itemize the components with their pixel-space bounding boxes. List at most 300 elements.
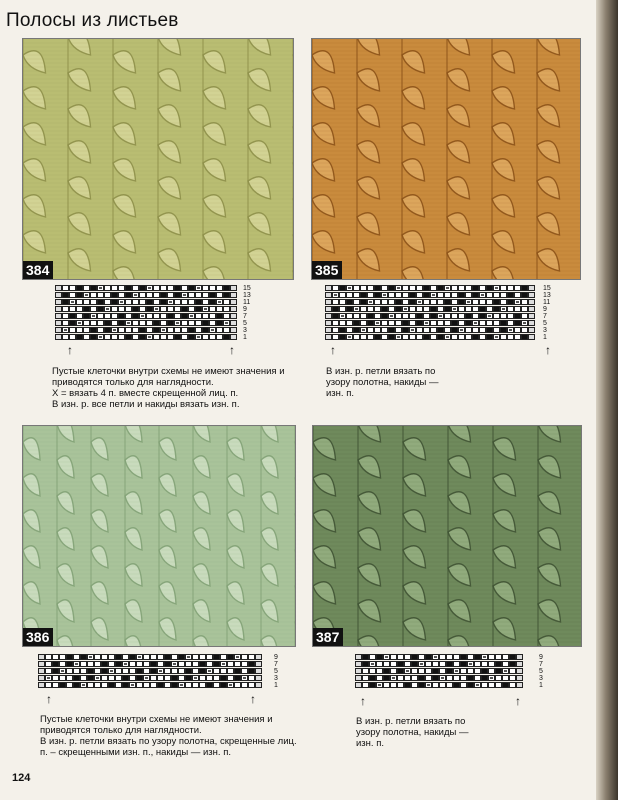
chart-cell bbox=[325, 327, 332, 333]
chart-cell bbox=[181, 285, 188, 291]
chart-cell bbox=[241, 682, 248, 688]
chart-cell bbox=[97, 306, 104, 312]
chart-cell bbox=[174, 327, 181, 333]
chart-cell bbox=[202, 327, 209, 333]
chart-cell bbox=[122, 682, 129, 688]
chart-cell bbox=[493, 292, 500, 298]
chart-cell bbox=[460, 675, 467, 681]
chart-cell bbox=[383, 661, 390, 667]
chart-cell bbox=[502, 668, 509, 674]
chart-cell bbox=[139, 334, 146, 340]
chart-cell bbox=[188, 334, 195, 340]
chart-cell bbox=[248, 682, 255, 688]
chart-cell bbox=[185, 661, 192, 667]
chart-cell bbox=[432, 668, 439, 674]
chart-cell bbox=[111, 334, 118, 340]
chart-cell bbox=[521, 292, 528, 298]
chart-cell bbox=[423, 334, 430, 340]
chart-cell bbox=[174, 313, 181, 319]
chart-cell bbox=[528, 306, 535, 312]
chart-cell bbox=[488, 675, 495, 681]
chart-cell bbox=[160, 285, 167, 291]
chart-cell bbox=[167, 334, 174, 340]
chart-cell bbox=[444, 334, 451, 340]
chart-cell bbox=[118, 299, 125, 305]
chart-cell bbox=[118, 292, 125, 298]
chart-cell bbox=[346, 313, 353, 319]
chart-cell bbox=[467, 675, 474, 681]
chart-cell bbox=[181, 320, 188, 326]
chart-cell bbox=[514, 320, 521, 326]
chart-cell bbox=[115, 682, 122, 688]
chart-cell bbox=[402, 320, 409, 326]
chart-cell bbox=[339, 299, 346, 305]
chart-cell bbox=[230, 327, 237, 333]
chart-cell bbox=[223, 334, 230, 340]
chart-cell bbox=[125, 292, 132, 298]
chart-cell bbox=[192, 668, 199, 674]
chart-cell bbox=[59, 654, 66, 660]
chart-cell bbox=[528, 299, 535, 305]
chart-cell bbox=[104, 306, 111, 312]
chart-cell bbox=[390, 675, 397, 681]
chart-cell bbox=[216, 292, 223, 298]
chart-cell bbox=[325, 320, 332, 326]
chart-cell bbox=[69, 285, 76, 291]
chart-cell bbox=[409, 334, 416, 340]
chart-cell bbox=[409, 327, 416, 333]
chart-cell bbox=[227, 682, 234, 688]
chart-cell bbox=[418, 668, 425, 674]
chart-cell bbox=[472, 334, 479, 340]
chart-cell bbox=[444, 327, 451, 333]
chart-cell bbox=[472, 320, 479, 326]
chart-cell bbox=[160, 292, 167, 298]
chart-cell bbox=[115, 661, 122, 667]
chart-cell bbox=[90, 320, 97, 326]
chart-cell bbox=[521, 320, 528, 326]
chart-cell bbox=[388, 285, 395, 291]
chart-cell bbox=[507, 334, 514, 340]
chart-cell bbox=[474, 675, 481, 681]
chart-cell bbox=[439, 668, 446, 674]
chart-cell bbox=[411, 675, 418, 681]
chart-cell bbox=[178, 654, 185, 660]
chart-cell bbox=[132, 285, 139, 291]
chart-cell bbox=[230, 285, 237, 291]
chart-cell bbox=[507, 306, 514, 312]
chart-cell bbox=[220, 654, 227, 660]
chart-cell bbox=[479, 327, 486, 333]
chart-cell bbox=[465, 327, 472, 333]
chart-cell bbox=[362, 682, 369, 688]
chart-cell bbox=[360, 306, 367, 312]
chart-cell bbox=[360, 327, 367, 333]
chart-cell bbox=[248, 661, 255, 667]
chart-cell bbox=[439, 675, 446, 681]
chart-cell bbox=[390, 654, 397, 660]
chart-cell bbox=[153, 327, 160, 333]
chart-cell bbox=[230, 299, 237, 305]
chart-cell bbox=[390, 661, 397, 667]
chart-cell bbox=[409, 299, 416, 305]
chart-cell bbox=[227, 661, 234, 667]
chart-cell bbox=[346, 299, 353, 305]
chart-cell bbox=[439, 654, 446, 660]
chart-cell bbox=[213, 682, 220, 688]
chart-cell bbox=[223, 320, 230, 326]
chart-cell bbox=[111, 306, 118, 312]
chart-cell bbox=[185, 675, 192, 681]
chart-cell bbox=[355, 654, 362, 660]
chart-cell bbox=[55, 285, 62, 291]
chart-cell bbox=[430, 306, 437, 312]
chart-cell bbox=[418, 675, 425, 681]
chart-cell bbox=[355, 661, 362, 667]
chart-cell bbox=[444, 285, 451, 291]
chart-cell bbox=[202, 299, 209, 305]
chart-cell bbox=[332, 306, 339, 312]
chart-cell bbox=[346, 292, 353, 298]
chart-cell bbox=[45, 668, 52, 674]
chart-cell bbox=[55, 292, 62, 298]
chart-cell bbox=[111, 320, 118, 326]
chart-cell bbox=[76, 292, 83, 298]
chart-cell bbox=[143, 675, 150, 681]
chart-cell bbox=[55, 334, 62, 340]
chart-cell bbox=[230, 320, 237, 326]
chart-cell bbox=[90, 306, 97, 312]
chart-cell bbox=[507, 313, 514, 319]
chart-cell bbox=[388, 320, 395, 326]
chart-cell bbox=[458, 334, 465, 340]
chart-cell bbox=[167, 313, 174, 319]
chart-cell bbox=[381, 320, 388, 326]
chart-cell bbox=[234, 682, 241, 688]
chart-cell bbox=[164, 661, 171, 667]
chart-cell bbox=[143, 654, 150, 660]
chart-cell bbox=[514, 285, 521, 291]
chart-cell bbox=[216, 299, 223, 305]
chart-cell bbox=[69, 299, 76, 305]
chart-cell bbox=[472, 327, 479, 333]
chart-cell bbox=[516, 654, 523, 660]
chart-cell bbox=[94, 675, 101, 681]
chart-cell bbox=[509, 668, 516, 674]
chart-cell bbox=[367, 285, 374, 291]
chart-cell bbox=[467, 682, 474, 688]
chart-cell bbox=[192, 675, 199, 681]
chart-cell bbox=[514, 313, 521, 319]
chart-cell bbox=[446, 661, 453, 667]
chart-cell bbox=[369, 682, 376, 688]
chart-cell bbox=[404, 675, 411, 681]
chart-cell bbox=[411, 661, 418, 667]
knit-texture bbox=[23, 426, 295, 646]
chart-cell bbox=[118, 285, 125, 291]
chart-cell bbox=[465, 292, 472, 298]
chart-cell bbox=[346, 320, 353, 326]
chart-cell bbox=[495, 682, 502, 688]
chart-cell bbox=[83, 306, 90, 312]
chart-cell bbox=[479, 299, 486, 305]
chart-cell bbox=[174, 285, 181, 291]
chart-cell bbox=[160, 306, 167, 312]
chart-cell bbox=[199, 654, 206, 660]
chart-cell bbox=[374, 320, 381, 326]
chart-cell bbox=[500, 334, 507, 340]
chart-cell bbox=[104, 320, 111, 326]
chart-cell bbox=[528, 292, 535, 298]
chart-cell bbox=[59, 675, 66, 681]
chart-cell bbox=[514, 334, 521, 340]
chart-cell bbox=[425, 668, 432, 674]
chart-cell bbox=[188, 320, 195, 326]
chart-cell bbox=[188, 327, 195, 333]
chart-cell bbox=[465, 285, 472, 291]
chart-cell bbox=[369, 668, 376, 674]
chart-cell bbox=[132, 292, 139, 298]
chart-cell bbox=[52, 682, 59, 688]
chart-cell bbox=[227, 675, 234, 681]
chart-cell bbox=[325, 285, 332, 291]
chart-cell bbox=[115, 675, 122, 681]
chart-cell bbox=[395, 313, 402, 319]
chart-cell bbox=[481, 682, 488, 688]
chart-cell bbox=[150, 682, 157, 688]
chart-cell bbox=[206, 682, 213, 688]
chart-cell bbox=[157, 661, 164, 667]
chart-cell bbox=[432, 654, 439, 660]
chart-cell bbox=[481, 654, 488, 660]
chart-cell bbox=[178, 661, 185, 667]
chart-cell bbox=[486, 327, 493, 333]
chart-cell bbox=[87, 682, 94, 688]
chart-cell bbox=[339, 313, 346, 319]
chart-cell bbox=[404, 661, 411, 667]
chart-cell bbox=[139, 292, 146, 298]
chart-cell bbox=[108, 654, 115, 660]
chart-cell bbox=[157, 654, 164, 660]
chart-cell bbox=[83, 292, 90, 298]
chart-cell bbox=[69, 306, 76, 312]
chart-cell bbox=[188, 306, 195, 312]
chart-cell bbox=[97, 334, 104, 340]
chart-cell bbox=[118, 327, 125, 333]
chart-cell bbox=[502, 682, 509, 688]
chart-cell bbox=[416, 313, 423, 319]
chart-cell bbox=[486, 320, 493, 326]
chart-cell bbox=[423, 313, 430, 319]
chart-cell bbox=[174, 306, 181, 312]
chart-cell bbox=[409, 285, 416, 291]
chart-cell bbox=[209, 334, 216, 340]
chart-cell bbox=[521, 313, 528, 319]
chart-cell bbox=[59, 668, 66, 674]
chart-cell bbox=[150, 668, 157, 674]
chart-cell bbox=[132, 320, 139, 326]
chart-cell bbox=[397, 661, 404, 667]
chart-cell bbox=[479, 306, 486, 312]
chart-cell bbox=[481, 668, 488, 674]
chart-cell bbox=[202, 320, 209, 326]
chart-cell bbox=[486, 334, 493, 340]
chart-cell bbox=[83, 320, 90, 326]
chart-cell bbox=[402, 292, 409, 298]
chart-cell bbox=[188, 313, 195, 319]
chart-cell bbox=[206, 661, 213, 667]
chart-cell bbox=[90, 327, 97, 333]
chart-cell bbox=[125, 306, 132, 312]
chart-cell bbox=[45, 661, 52, 667]
chart-cell bbox=[388, 327, 395, 333]
chart-cell bbox=[488, 661, 495, 667]
chart-cell bbox=[369, 654, 376, 660]
chart-cell bbox=[83, 299, 90, 305]
chart-cell bbox=[76, 327, 83, 333]
chart-cell bbox=[111, 292, 118, 298]
chart-cell bbox=[404, 654, 411, 660]
chart-cell bbox=[76, 334, 83, 340]
chart-cell bbox=[174, 334, 181, 340]
chart-cell bbox=[55, 320, 62, 326]
chart-cell bbox=[332, 334, 339, 340]
chart-cell bbox=[474, 668, 481, 674]
chart-cell bbox=[220, 661, 227, 667]
chart-cell bbox=[216, 327, 223, 333]
chart-cell bbox=[52, 668, 59, 674]
chart-cell bbox=[353, 292, 360, 298]
chart-cell bbox=[479, 285, 486, 291]
chart-cell bbox=[383, 682, 390, 688]
chart-cell bbox=[66, 661, 73, 667]
chart-cell bbox=[360, 285, 367, 291]
chart-cell bbox=[255, 682, 262, 688]
chart-cell bbox=[516, 675, 523, 681]
chart-cell bbox=[83, 285, 90, 291]
chart-cell bbox=[493, 299, 500, 305]
pattern-number: 384 bbox=[23, 261, 53, 279]
chart-cell bbox=[153, 306, 160, 312]
chart-cell bbox=[38, 682, 45, 688]
chart-cell bbox=[388, 306, 395, 312]
chart-cell bbox=[160, 334, 167, 340]
chart-cell bbox=[178, 668, 185, 674]
chart-cell bbox=[430, 320, 437, 326]
chart-cell bbox=[528, 320, 535, 326]
chart-cell bbox=[376, 668, 383, 674]
chart-cell bbox=[404, 682, 411, 688]
chart-cell bbox=[111, 327, 118, 333]
chart-cell bbox=[97, 320, 104, 326]
chart-cell bbox=[425, 654, 432, 660]
chart-cell bbox=[502, 654, 509, 660]
chart-cell bbox=[430, 299, 437, 305]
chart-cell bbox=[255, 654, 262, 660]
chart-cell bbox=[146, 327, 153, 333]
chart-cell bbox=[122, 661, 129, 667]
chart-cell bbox=[195, 313, 202, 319]
chart-cell bbox=[395, 334, 402, 340]
chart-cell bbox=[164, 668, 171, 674]
chart-cell bbox=[367, 299, 374, 305]
chart-cell bbox=[45, 682, 52, 688]
chart-cell bbox=[332, 313, 339, 319]
chart-cell bbox=[174, 292, 181, 298]
chart-cell bbox=[255, 675, 262, 681]
chart-cell bbox=[59, 661, 66, 667]
chart-cell bbox=[460, 661, 467, 667]
chart-cell bbox=[220, 675, 227, 681]
chart-cell bbox=[90, 334, 97, 340]
chart-cell bbox=[234, 654, 241, 660]
chart-cell bbox=[118, 334, 125, 340]
chart-cell bbox=[528, 334, 535, 340]
chart-cell bbox=[129, 661, 136, 667]
chart-cell bbox=[227, 654, 234, 660]
chart-cell bbox=[437, 327, 444, 333]
chart-cell bbox=[199, 675, 206, 681]
chart-cell bbox=[241, 668, 248, 674]
chart-cell bbox=[339, 320, 346, 326]
chart-cell bbox=[472, 285, 479, 291]
chart-cell bbox=[395, 327, 402, 333]
chart-cell bbox=[223, 313, 230, 319]
chart-cell bbox=[474, 682, 481, 688]
chart-cell bbox=[444, 292, 451, 298]
chart-cell bbox=[360, 313, 367, 319]
chart-cell bbox=[488, 668, 495, 674]
chart-cell bbox=[118, 306, 125, 312]
chart-cell bbox=[143, 668, 150, 674]
chart-cell bbox=[390, 682, 397, 688]
chart-cell bbox=[164, 654, 171, 660]
chart-cell bbox=[418, 661, 425, 667]
chart-cell bbox=[230, 313, 237, 319]
chart-cell bbox=[181, 306, 188, 312]
chart-cell bbox=[416, 299, 423, 305]
chart-cell bbox=[188, 285, 195, 291]
chart-cell bbox=[209, 313, 216, 319]
chart-cell bbox=[115, 668, 122, 674]
knit-texture bbox=[313, 426, 581, 646]
chart-cell bbox=[458, 285, 465, 291]
chart-cell bbox=[181, 327, 188, 333]
chart-cell bbox=[213, 668, 220, 674]
chart-cell bbox=[472, 313, 479, 319]
chart-cell bbox=[146, 320, 153, 326]
chart-cell bbox=[353, 299, 360, 305]
chart-cell bbox=[374, 292, 381, 298]
chart-cell bbox=[502, 661, 509, 667]
chart-cell bbox=[516, 661, 523, 667]
chart-cell bbox=[157, 682, 164, 688]
chart-cell bbox=[160, 313, 167, 319]
chart-cell bbox=[528, 327, 535, 333]
chart-cell bbox=[516, 682, 523, 688]
chart-cell bbox=[381, 306, 388, 312]
chart-cell bbox=[479, 313, 486, 319]
chart-cell bbox=[125, 327, 132, 333]
chart-cell bbox=[493, 313, 500, 319]
chart-cell bbox=[376, 682, 383, 688]
chart-cell bbox=[355, 682, 362, 688]
chart-cell bbox=[465, 313, 472, 319]
chart-cell bbox=[230, 334, 237, 340]
chart-387 bbox=[355, 654, 555, 714]
chart-cell bbox=[83, 334, 90, 340]
chart-cell bbox=[416, 285, 423, 291]
